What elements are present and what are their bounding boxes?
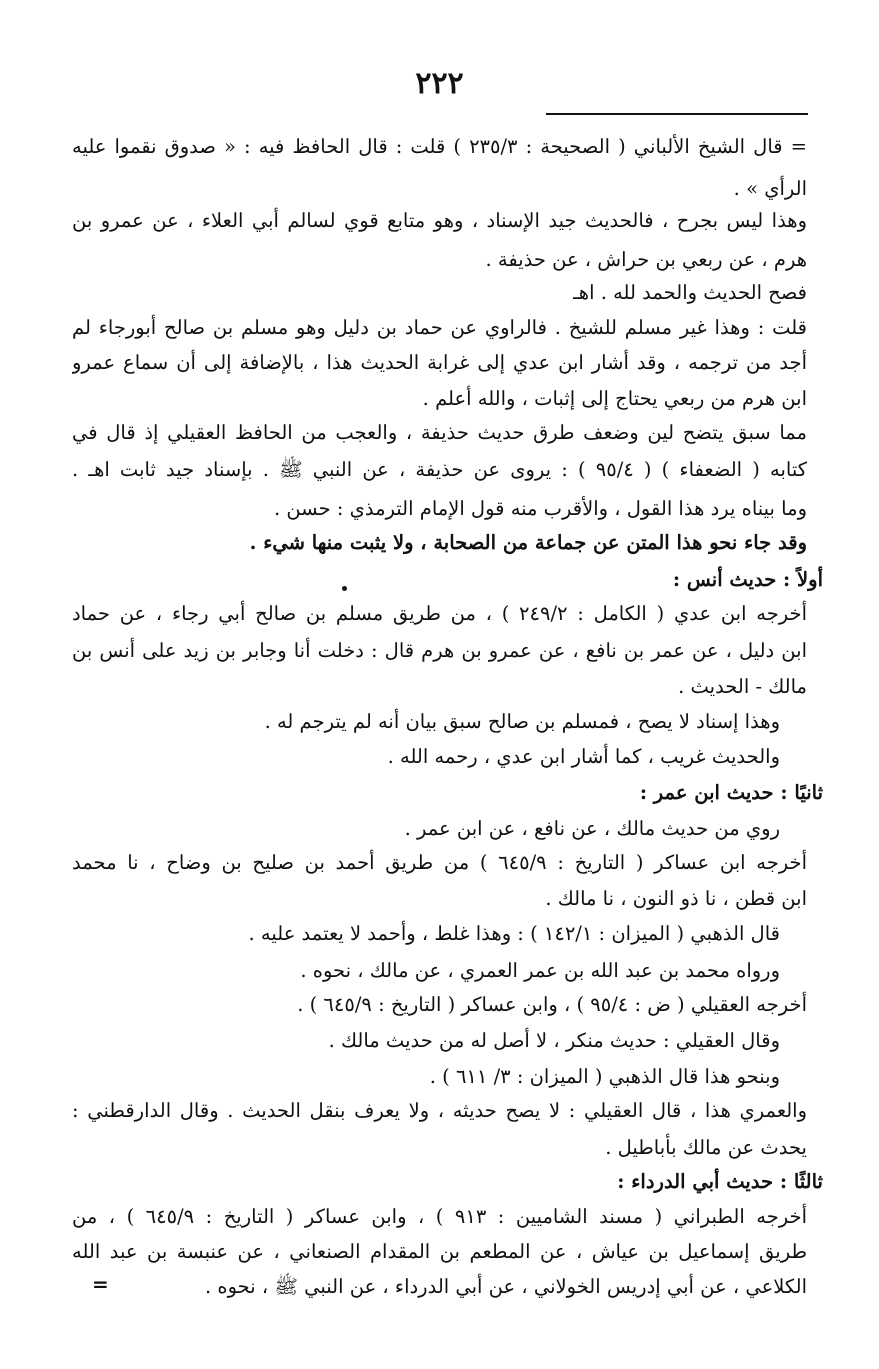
text-line: والعمري هذا ، قال العقيلي : لا يصح حديثه ، ولا يعرف بنقل الحديث . وقال الدارقطني : [72,1099,807,1122]
section-heading-3: ثالثًا : حديث أبي الدرداء : [617,1170,823,1193]
text-line: ورواه محمد بن عبد الله بن عمر العمري ، عن مالك ، نحوه . [300,959,780,982]
text-line: قال الذهبي ( الميزان : ١٤٢/١ ) : وهذا غلط ، وأحمد لا يعتمد عليه . [248,922,780,945]
text-line: مما سبق يتضح لين وضعف طرق حديث حذيفة ، والعجب من الحافظ العقيلي إذ قال في [72,421,807,444]
text-line: طريق إسماعيل بن عياش ، عن المطعم بن المقدام الصنعاني ، عن عنبسة بن عبد الله [72,1240,807,1263]
text-line: كتابه ( الضعفاء ) ( ٩٥/٤ ) : يروى عن حذيفة ، عن النبي ﷺ . بإسناد جيد ثابت اهـ . [72,458,807,481]
text-line: أجد من ترجمه ، وقد أشار ابن عدي إلى غرابة الحديث هذا ، بالإضافة إلى أن سماع عمرو [72,351,807,374]
text-line: أخرجه الطبراني ( مسند الشاميين : ٩١٣ ) ، وابن عساكر ( التاريخ : ٦٤٥/٩ ) ، من [72,1205,807,1228]
text-line: الكلاعي ، عن أبي إدريس الخولاني ، عن أبي الدرداء ، عن النبي ﷺ ، نحوه . [205,1275,807,1298]
text-line: = قال الشيخ الألباني ( الصحيحة : ٢٣٥/٣ ) قلت : قال الحافظ فيه : « صدوق نقموا عليه [72,135,807,158]
text-line: فصح الحديث والحمد لله . اهـ [573,281,807,304]
header-rule [546,113,808,115]
text-line: وما بيناه يرد هذا القول ، والأقرب منه قول الإمام الترمذي : حسن . [273,497,807,520]
text-line: هرم ، عن ربعي بن حراش ، عن حذيفة . [485,248,807,271]
text-line: وقال العقيلي : حديث منكر ، لا أصل له من حديث مالك . [328,1029,780,1052]
text-line: وهذا إسناد لا يصح ، فمسلم بن صالح سبق بيان أنه لم يترجم له . [264,710,780,733]
text-line: يحدث عن مالك بأباطيل . [605,1136,807,1159]
text-line: ابن قطن ، نا ذو النون ، نا مالك . [545,887,807,910]
text-line: ابن دليل ، عن عمر بن نافع ، عن عمرو بن هرم قال : دخلت أنا وجابر بن زيد على أنس بن [72,639,807,662]
text-line: ابن هرم من ربعي يحتاج إلى إثبات ، والله أعلم . [422,387,807,410]
text-line-bold: وقد جاء نحو هذا المتن عن جماعة من الصحابة ، ولا يثبت منها شيء . [249,531,807,554]
continuation-mark: = [92,1272,109,1296]
section-heading-2: ثانيًا : حديث ابن عمر : [639,781,823,804]
section-heading-1: أولاً : حديث أنس : [672,568,823,591]
text-line: والحديث غريب ، كما أشار ابن عدي ، رحمه الله . [387,745,780,768]
text-line: أخرجه ابن عدي ( الكامل : ٢٤٩/٢ ) ، من طريق مسلم بن صالح أبي رجاء ، عن حماد [72,602,807,625]
text-line: روي من حديث مالك ، عن نافع ، عن ابن عمر . [404,817,780,840]
text-line: أخرجه ابن عساكر ( التاريخ : ٦٤٥/٩ ) من طريق أحمد بن صليح بن وضاح ، نا محمد [72,851,807,874]
text-line: قلت : وهذا غير مسلم للشيخ . فالراوي عن حماد بن دليل وهو مسلم بن صالح أبورجاء لم [72,316,807,339]
dot-mark [342,586,347,591]
text-line: أخرجه العقيلي ( ض : ٩٥/٤ ) ، وابن عساكر ( التاريخ : ٦٤٥/٩ ) . [297,993,807,1016]
page-number: ٢٢٢ [415,66,464,101]
text-line: وبنحو هذا قال الذهبي ( الميزان : ٣/ ٦١١ ) . [429,1065,780,1088]
text-line: وهذا ليس بجرح ، فالحديث جيد الإسناد ، وهو متابع قوي لسالم أبي العلاء ، عن عمرو بن [72,209,807,232]
text-line: مالك - الحديث . [678,675,807,698]
text-line: الرأي » . [733,177,807,200]
